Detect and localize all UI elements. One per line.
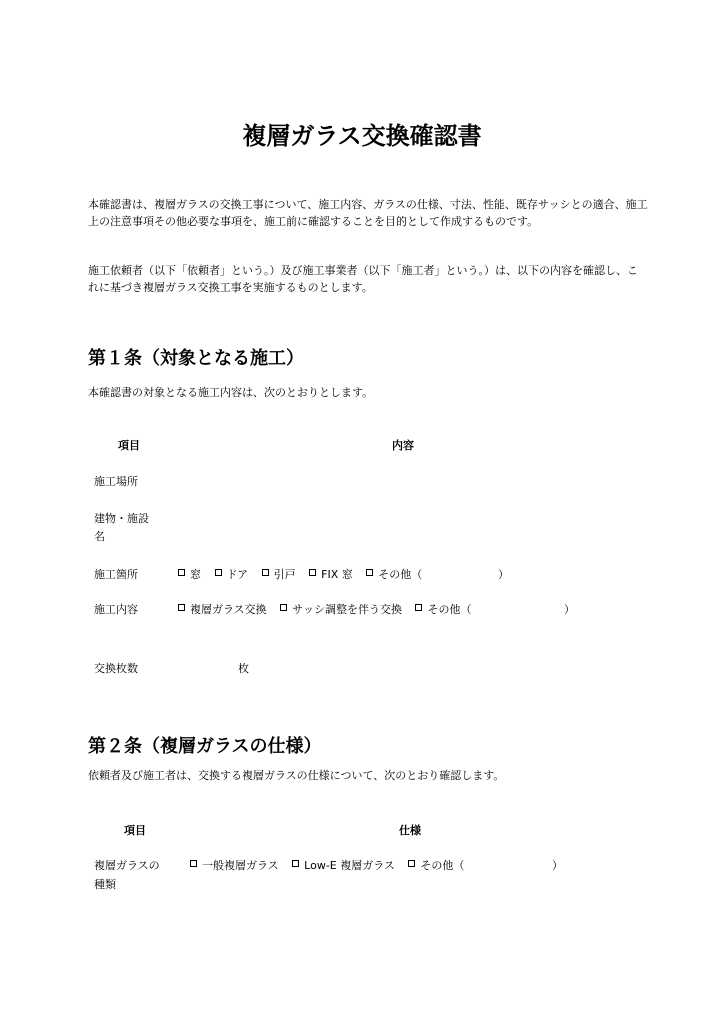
checkbox-icon: [178, 569, 185, 576]
part-option-label: 引戸: [273, 568, 296, 581]
type-option-label: その他（: [420, 859, 465, 872]
row-count-label: 交換枚数: [94, 662, 138, 675]
row-type-label-line1: 複層ガラスの: [94, 859, 160, 872]
row-work-label: 施工内容: [94, 603, 138, 616]
article1-col-item: 項目: [118, 439, 140, 452]
part-option-window[interactable]: [178, 566, 201, 583]
intro-paragraph-2: 施工依頼者（以下「依頼者」という。）及び施工事業者（以下「施工者」という。）は、以下の内容を確認し、これに基づき複層ガラス交換工事を実施するものとします。: [88, 264, 638, 294]
checkbox-icon: [190, 860, 197, 867]
article2-col-spec: 仕様: [399, 824, 421, 837]
type-option-label: Low-E 複層ガラス: [304, 859, 395, 872]
checkbox-icon: [215, 569, 222, 576]
checkbox-icon: [262, 569, 269, 576]
checkbox-icon: [415, 604, 422, 611]
row-part-label: 施工箇所: [94, 568, 138, 581]
checkbox-icon: [280, 604, 287, 611]
type-option-label: 一般複層ガラス: [202, 859, 279, 872]
intro-paragraph-1: 本確認書は、複層ガラスの交換工事について、施工内容、ガラスの仕様、寸法、性能、既存サッシとの適合、施工上の注意事項その他必要な事項を、施工前に確認することを目的として作成するものです。: [88, 198, 648, 228]
article2-heading: 第２条（複層ガラスの仕様）: [88, 736, 322, 757]
part-option-sliding-door[interactable]: [262, 566, 296, 583]
checkbox-icon: [408, 860, 415, 867]
part-option-label: 窓: [190, 568, 201, 581]
work-option-other[interactable]: [415, 601, 471, 618]
article1-col-content: 内容: [392, 439, 414, 452]
row-building-label-line1: 建物・施設: [94, 512, 149, 525]
article1-heading: 第１条（対象となる施工）: [88, 348, 304, 369]
work-option-glass-exchange[interactable]: [178, 601, 267, 618]
document-title: 複層ガラス交換確認書: [242, 122, 482, 150]
checkbox-icon: [366, 569, 373, 576]
part-option-label: ドア: [226, 568, 249, 581]
article2-col-item: 項目: [124, 824, 146, 837]
work-option-label: その他（: [427, 603, 472, 616]
work-option-label: サッシ調整を伴う交換: [292, 603, 402, 616]
part-other-close: ）: [498, 568, 509, 581]
work-other-close: ）: [564, 603, 575, 616]
row-building-label-line2: 名: [94, 530, 105, 543]
type-option-lowe[interactable]: [292, 857, 395, 874]
part-option-label: FIX 窓: [321, 568, 353, 581]
part-option-fix-window[interactable]: [309, 566, 353, 583]
type-option-other[interactable]: [408, 857, 464, 874]
type-option-standard[interactable]: [190, 857, 279, 874]
work-option-sash-adjust[interactable]: [280, 601, 402, 618]
checkbox-icon: [178, 604, 185, 611]
article1-text: 本確認書の対象となる施工内容は、次のとおりとします。: [88, 386, 374, 399]
work-option-label: 複層ガラス交換: [190, 603, 267, 616]
row-location-label: 施工場所: [94, 475, 138, 488]
checkbox-icon: [292, 860, 299, 867]
checkbox-icon: [309, 569, 316, 576]
part-option-other[interactable]: [366, 566, 422, 583]
part-option-door[interactable]: [215, 566, 249, 583]
row-count-unit: 枚: [238, 662, 249, 675]
article2-text: 依頼者及び施工者は、交換する複層ガラスの仕様について、次のとおり確認します。: [88, 769, 505, 782]
part-option-label: その他（: [378, 568, 423, 581]
row-work-options: [178, 601, 471, 618]
row-type-options: [190, 857, 464, 874]
row-type-label-line2: 種類: [94, 878, 116, 891]
row-part-options: [178, 566, 422, 583]
type-other-close: ）: [552, 859, 563, 872]
